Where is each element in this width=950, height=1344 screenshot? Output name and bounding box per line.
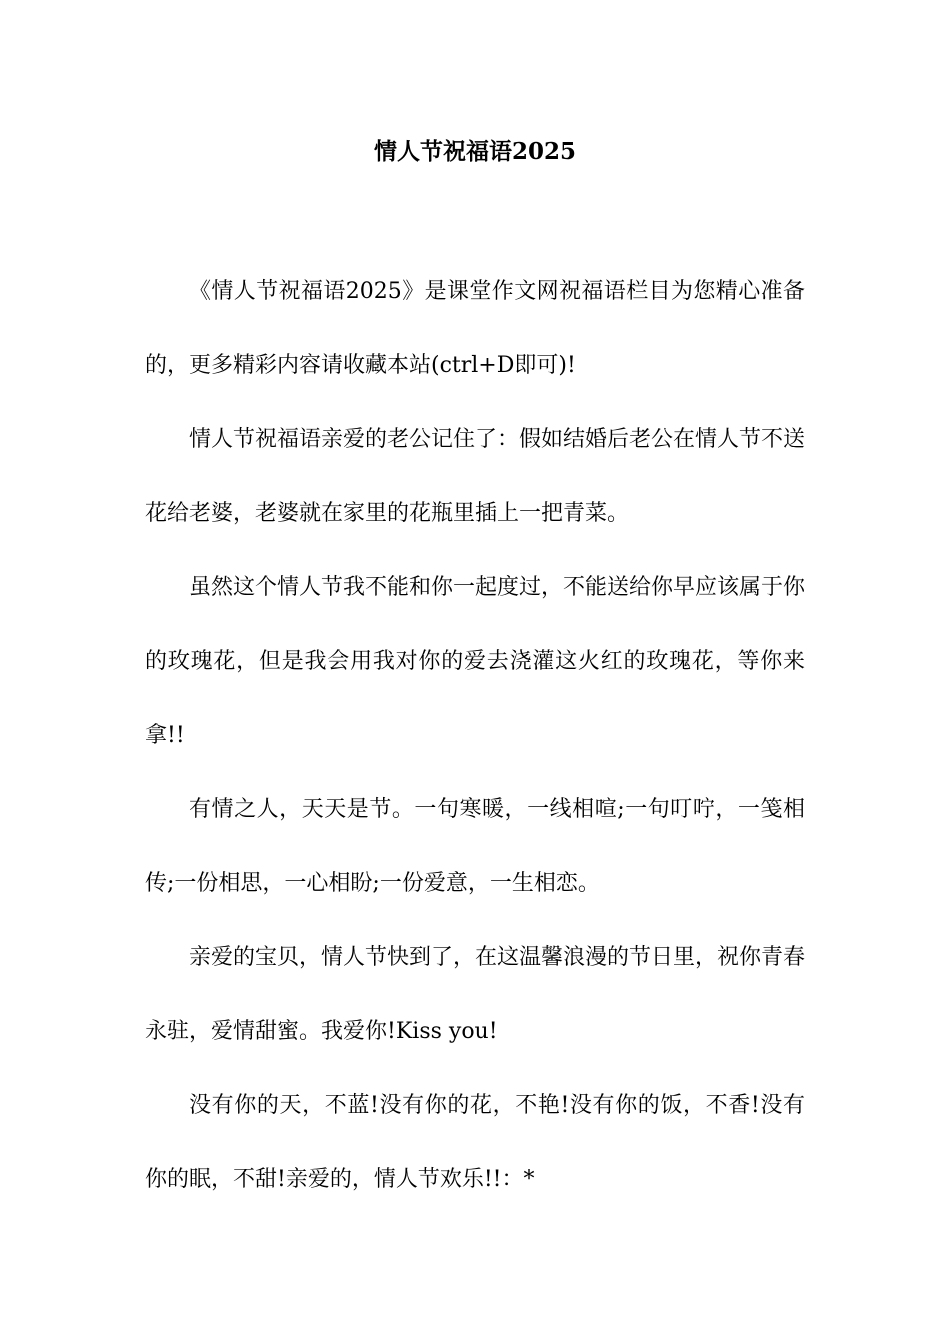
document-body (145, 255, 805, 1217)
paragraph-baby: 亲爱的宝贝，情人节快到了，在这温馨浪漫的节日里，祝你青春永驻，爱情甜蜜。我爱你!Kiss you! (145, 945, 806, 1044)
paragraph-rose: 虽然这个情人节我不能和你一起度过，不能送给你早应该属于你的玫瑰花，但是我会用我对你的爱去浇灌这火红的玫瑰花，等你来拿!! (145, 575, 806, 748)
paragraph-everyday: 有情之人，天天是节。一句寒暖，一线相喧;一句叮咛，一笺相传;一份相思，一心相盼;一份爱意，一生相恋。 (145, 797, 805, 896)
document-title: 情人节祝福语2025 (373, 138, 576, 165)
paragraph-intro: 《情人节祝福语2025》是课堂作文网祝福语栏目为您精心准备的，更多精彩内容请收藏本站(ctrl+D即可)! (145, 279, 805, 378)
paragraph-without-you: 没有你的天，不蓝!没有你的花，不艳!没有你的饭，不香!没有你的眠，不甜!亲爱的，情人节欢乐!!：* (145, 1093, 805, 1192)
paragraph-husband: 情人节祝福语亲爱的老公记住了：假如结婚后老公在情人节不送花给老婆，老婆就在家里的花瓶里插上一把青菜。 (145, 427, 806, 526)
